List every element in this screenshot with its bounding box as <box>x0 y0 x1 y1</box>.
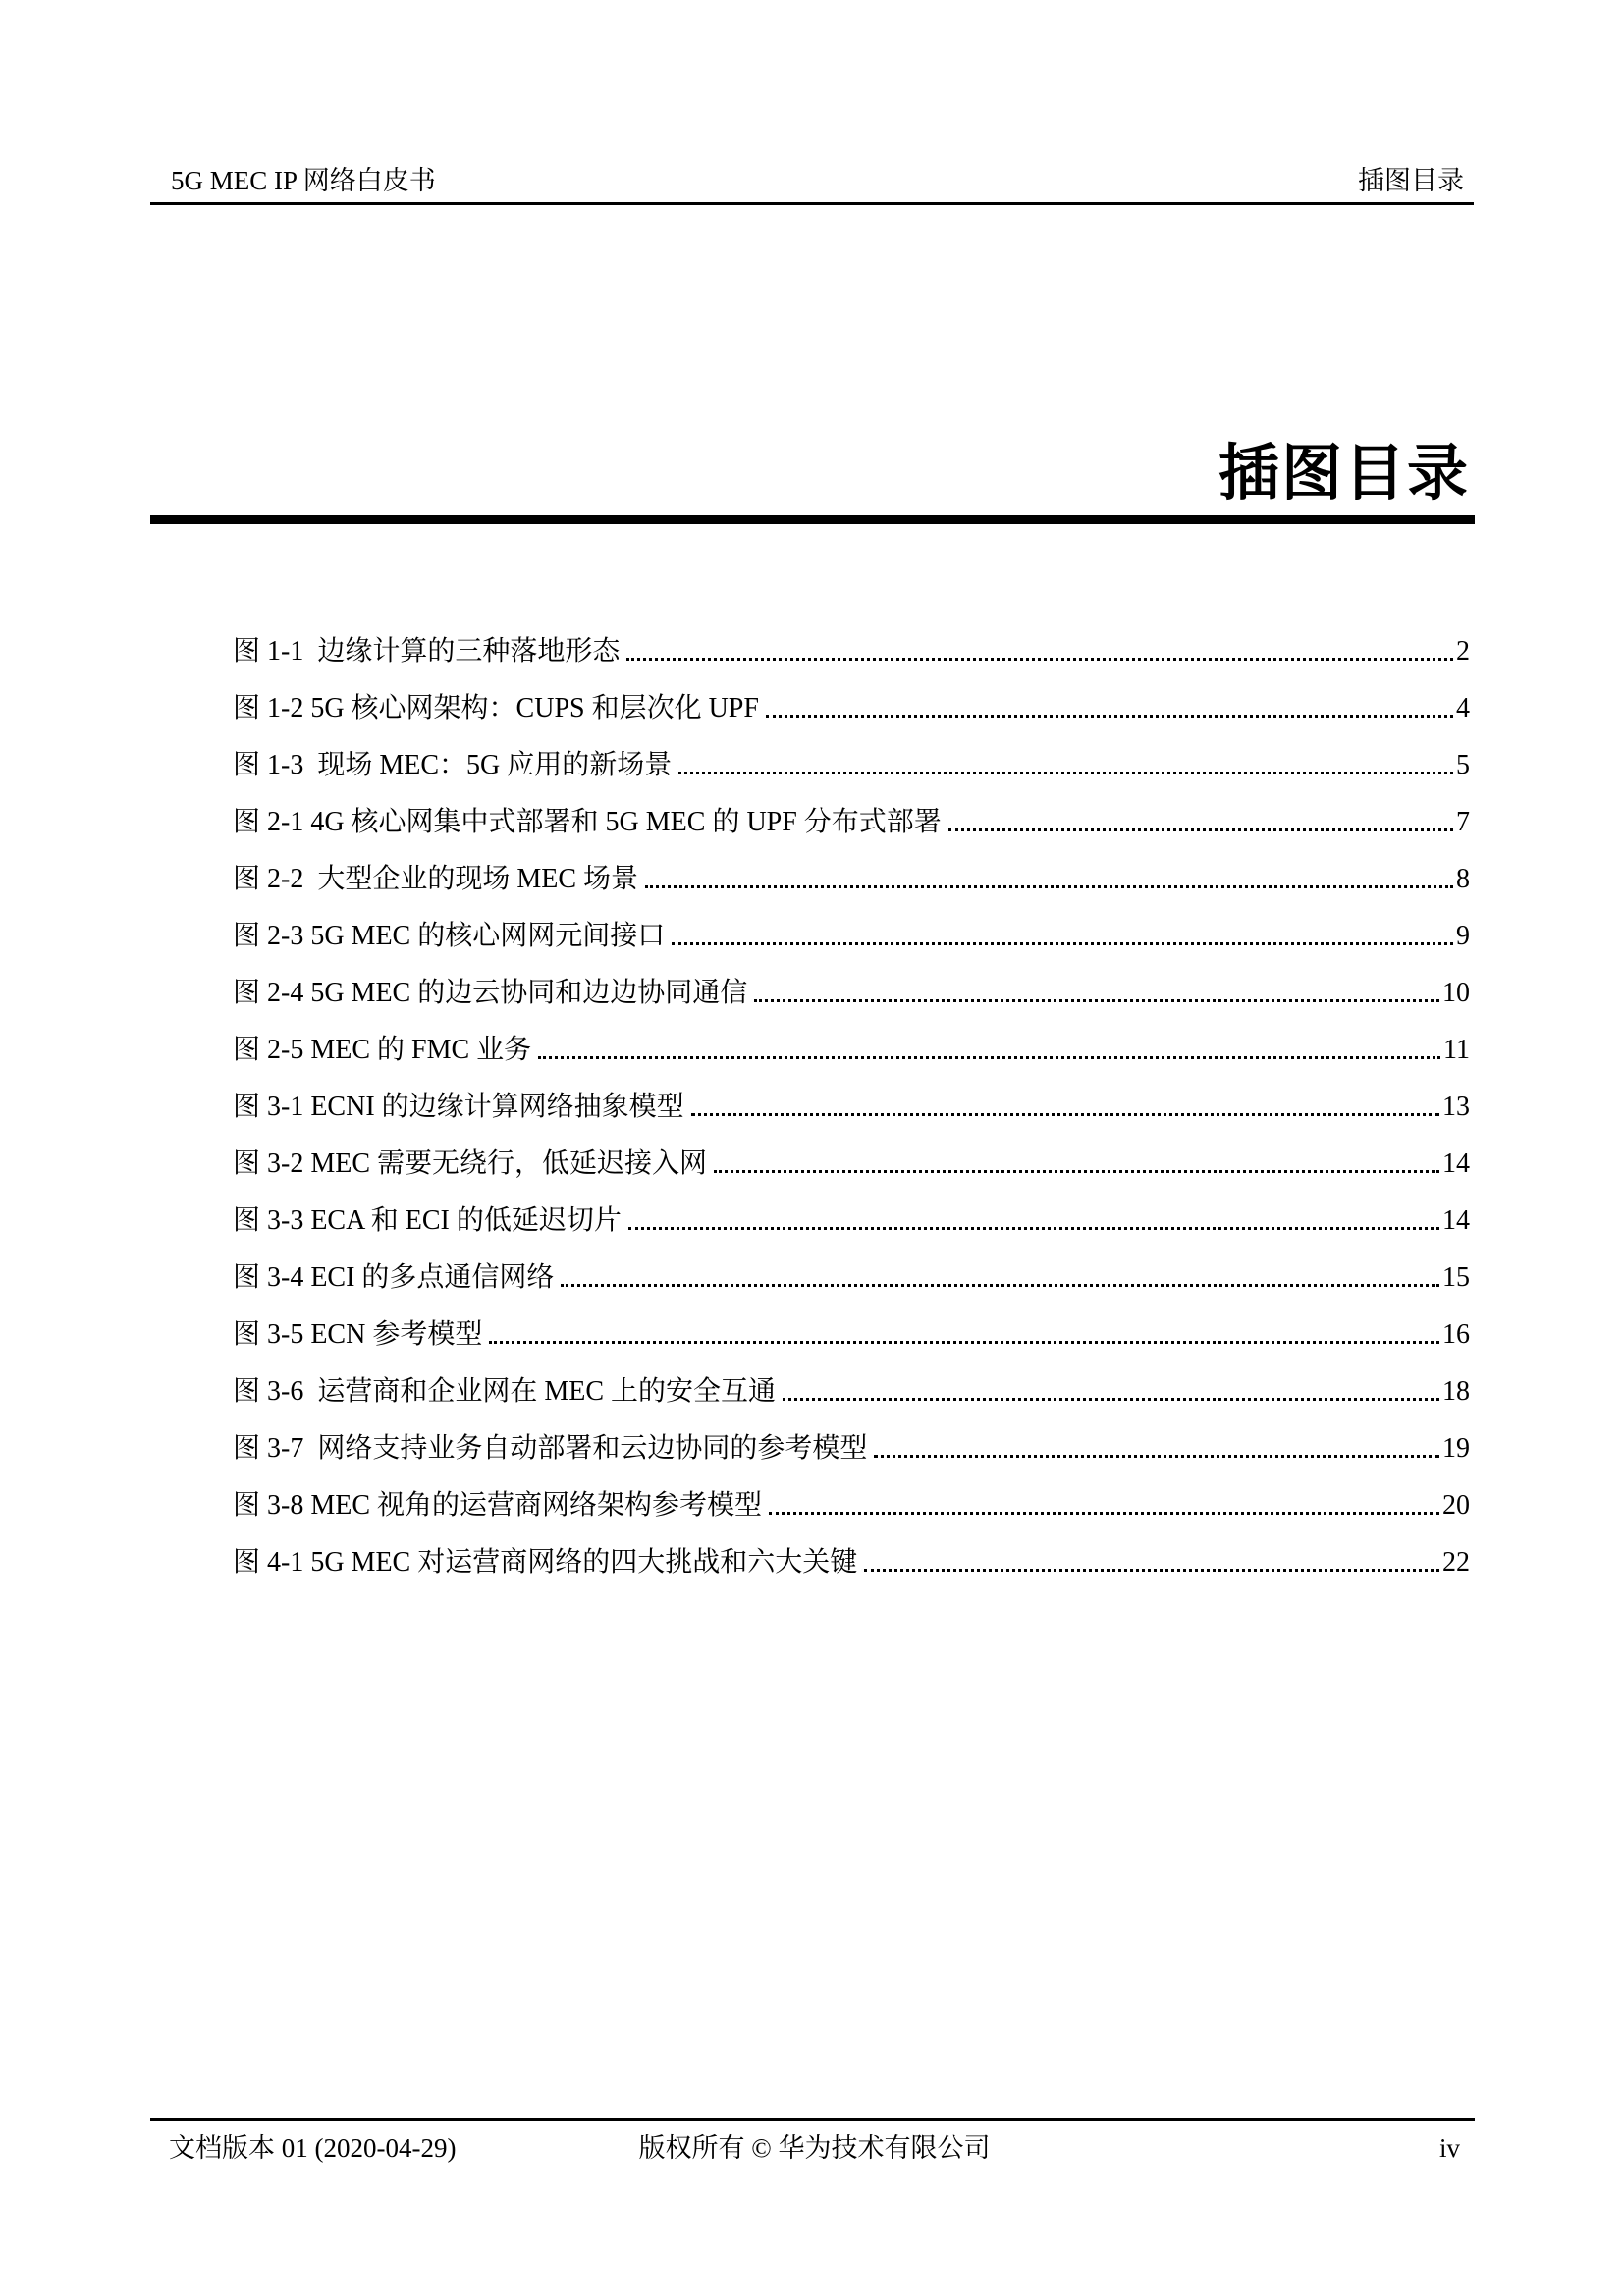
toc-entry[interactable] <box>233 1180 1470 1237</box>
dot-leader <box>714 1170 1439 1173</box>
toc-entry[interactable] <box>233 1294 1470 1351</box>
toc-entry[interactable] <box>233 1237 1470 1294</box>
dot-leader <box>645 885 1453 888</box>
dot-leader <box>874 1455 1439 1458</box>
header-section-label: 插图目录 <box>1358 166 1464 195</box>
toc-entry[interactable] <box>233 1522 1470 1578</box>
dot-leader <box>691 1113 1439 1116</box>
toc-entry[interactable] <box>233 1408 1470 1465</box>
toc-entry-label: 图 1-2 5G 核心网架构：CUPS 和层次化 UPF <box>233 692 759 723</box>
toc-entry-label: 图 1-1 边缘计算的三种落地形态 <box>233 635 621 667</box>
dot-leader <box>628 1227 1439 1230</box>
page-title: 插图目录 <box>1218 440 1470 507</box>
header-document-title: 5G MEC IP 网络白皮书 <box>171 166 436 195</box>
toc-entry-page-number: 20 <box>1442 1489 1470 1521</box>
page-header <box>150 155 1474 205</box>
dot-leader <box>538 1056 1440 1059</box>
toc-entry-label: 图 2-3 5G MEC 的核心网网元间接口 <box>233 920 666 951</box>
toc-entry-page-number: 4 <box>1456 692 1470 723</box>
toc-entry-label: 图 3-2 MEC 需要无绕行，低延迟接入网 <box>233 1148 708 1179</box>
toc-entry-label: 图 2-1 4G 核心网集中式部署和 5G MEC 的 UPF 分布式部署 <box>233 806 942 837</box>
toc-entry-label: 图 2-5 MEC 的 FMC 业务 <box>233 1034 532 1065</box>
toc-entry-label: 图 3-1 ECNI 的边缘计算网络抽象模型 <box>233 1091 684 1122</box>
toc-entry[interactable] <box>233 781 1470 838</box>
toc-entry-label: 图 3-3 ECA 和 ECI 的低延迟切片 <box>233 1204 622 1236</box>
toc-entry[interactable] <box>233 1351 1470 1408</box>
toc-entry-label: 图 1-3 现场 MEC：5G 应用的新场景 <box>233 749 673 780</box>
toc-entry[interactable] <box>233 611 1470 667</box>
title-rule <box>150 515 1475 524</box>
toc-entry-page-number: 14 <box>1442 1148 1470 1179</box>
dot-leader <box>754 999 1439 1002</box>
toc-entry-label: 图 3-6 运营商和企业网在 MEC 上的安全互通 <box>233 1375 777 1407</box>
toc-entry[interactable] <box>233 1465 1470 1522</box>
toc-entry-page-number: 9 <box>1456 920 1470 951</box>
toc-entry-page-number: 11 <box>1443 1034 1470 1065</box>
figures-toc-list <box>233 611 1470 1578</box>
dot-leader <box>489 1341 1439 1344</box>
dot-leader <box>678 772 1453 774</box>
toc-entry-page-number: 10 <box>1442 977 1470 1008</box>
toc-entry[interactable] <box>233 724 1470 781</box>
toc-entry-label: 图 2-4 5G MEC 的边云协同和边边协同通信 <box>233 977 748 1008</box>
toc-entry-page-number: 18 <box>1442 1375 1470 1407</box>
toc-entry-page-number: 7 <box>1456 806 1470 837</box>
toc-entry-label: 图 4-1 5G MEC 对运营商网络的四大挑战和六大关键 <box>233 1546 858 1577</box>
toc-entry-page-number: 5 <box>1456 749 1470 780</box>
toc-entry-page-number: 19 <box>1442 1432 1470 1464</box>
toc-entry-label: 图 3-5 ECN 参考模型 <box>233 1318 483 1350</box>
toc-entry-label: 图 3-8 MEC 视角的运营商网络架构参考模型 <box>233 1489 763 1521</box>
dot-leader <box>626 658 1453 661</box>
footer-rule <box>150 2118 1475 2121</box>
dot-leader <box>766 715 1453 718</box>
toc-entry-page-number: 8 <box>1456 863 1470 894</box>
toc-entry-page-number: 2 <box>1456 635 1470 667</box>
footer-page-number: iv <box>1439 2133 1461 2163</box>
toc-entry[interactable] <box>233 667 1470 724</box>
toc-entry[interactable] <box>233 952 1470 1009</box>
dot-leader <box>783 1398 1439 1401</box>
dot-leader <box>948 828 1453 831</box>
footer-copyright: 版权所有 © 华为技术有限公司 <box>638 2133 991 2163</box>
toc-entry-page-number: 14 <box>1442 1204 1470 1236</box>
toc-entry[interactable] <box>233 838 1470 895</box>
footer-document-version: 文档版本 01 (2020-04-29) <box>169 2133 457 2163</box>
dot-leader <box>672 942 1453 945</box>
toc-entry[interactable] <box>233 1009 1470 1066</box>
toc-entry[interactable] <box>233 1123 1470 1180</box>
page-footer <box>150 2132 1474 2163</box>
dot-leader <box>561 1284 1439 1287</box>
dot-leader <box>769 1512 1439 1515</box>
toc-entry[interactable] <box>233 1066 1470 1123</box>
toc-entry[interactable] <box>233 895 1470 952</box>
toc-entry-label: 图 3-7 网络支持业务自动部署和云边协同的参考模型 <box>233 1432 868 1464</box>
dot-leader <box>864 1569 1439 1572</box>
toc-entry-page-number: 22 <box>1442 1546 1470 1577</box>
toc-entry-page-number: 15 <box>1442 1261 1470 1293</box>
toc-entry-page-number: 13 <box>1442 1091 1470 1122</box>
toc-entry-label: 图 3-4 ECI 的多点通信网络 <box>233 1261 555 1293</box>
toc-entry-label: 图 2-2 大型企业的现场 MEC 场景 <box>233 863 639 894</box>
toc-entry-page-number: 16 <box>1442 1318 1470 1350</box>
